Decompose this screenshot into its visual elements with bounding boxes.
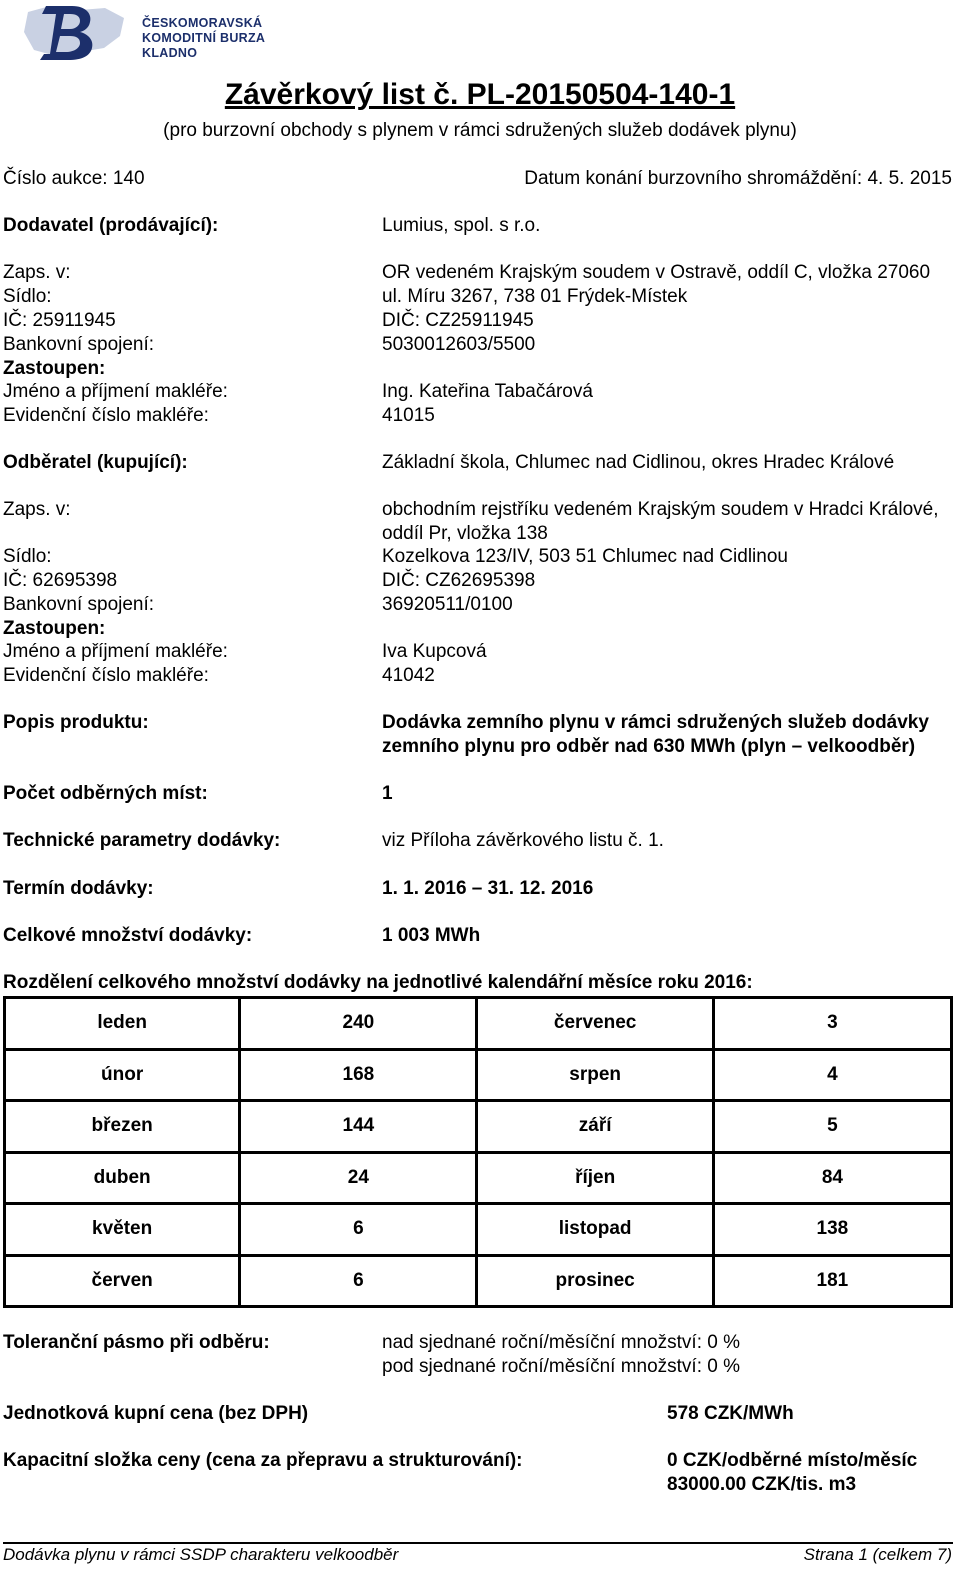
distribution-heading: Rozdělení celkového množství dodávky na jednotlivé kalendářní měsíce roku 2016: xyxy=(3,972,753,993)
table-row xyxy=(5,1101,952,1153)
points-value: 1 xyxy=(382,783,393,804)
month-name-cell: leden xyxy=(5,998,240,1050)
footer-divider xyxy=(3,1542,953,1544)
month-name-cell: červenec xyxy=(477,998,713,1050)
buyer-heading: Odběratel (kupující): xyxy=(3,452,188,473)
buyer-broker-label: Jméno a příjmení makléře: xyxy=(3,641,228,662)
footer-page-number: Strana 1 (celkem 7) xyxy=(803,1545,952,1564)
seller-bank-label: Bankovní spojení: xyxy=(3,334,155,355)
buyer-bank-value: 36920511/0100 xyxy=(382,594,513,615)
seller-name: Lumius, spol. s r.o. xyxy=(382,215,541,236)
unit-price-label: Jednotková kupní cena (bez DPH) xyxy=(3,1403,309,1424)
product-value-1: Dodávka zemního plynu v rámci sdružených služeb dodávky xyxy=(382,712,929,733)
tolerance-value-2: pod sjednané roční/měsíční množství: 0 % xyxy=(382,1356,741,1377)
buyer-broker-no-label: Evidenční číslo makléře: xyxy=(3,665,209,686)
month-quantity-cell: 3 xyxy=(713,998,951,1050)
table-row xyxy=(5,1152,952,1204)
month-quantity-cell: 24 xyxy=(240,1152,477,1204)
month-name-cell: srpen xyxy=(477,1049,713,1101)
month-quantity-cell: 138 xyxy=(713,1204,951,1256)
seller-broker-value: Ing. Kateřina Tabačárová xyxy=(382,381,593,402)
month-quantity-cell: 84 xyxy=(713,1152,951,1204)
seller-reg-value: OR vedeném Krajským soudem v Ostravě, oddíl C, vložka 27060 xyxy=(382,262,931,283)
term-value: 1. 1. 2016 – 31. 12. 2016 xyxy=(382,878,594,899)
month-quantity-cell: 168 xyxy=(240,1049,477,1101)
logo-line-1: ČESKOMORAVSKÁ xyxy=(142,16,263,30)
seller-broker-no-value: 41015 xyxy=(382,405,435,426)
table-row xyxy=(5,998,952,1050)
month-quantity-cell: 240 xyxy=(240,998,477,1050)
document-subtitle: (pro burzovní obchody s plynem v rámci sdružených služeb dodávek plynu) xyxy=(163,120,797,141)
capacity-price-value-1: 0 CZK/odběrné místo/měsíc xyxy=(667,1450,918,1471)
buyer-reg-label: Zaps. v: xyxy=(3,499,71,520)
table-row xyxy=(5,1255,952,1307)
month-name-cell: květen xyxy=(5,1204,240,1256)
table-row xyxy=(5,1049,952,1101)
quantity-label: Celkové množství dodávky: xyxy=(3,925,253,946)
month-name-cell: březen xyxy=(5,1101,240,1153)
seller-heading: Dodavatel (prodávající): xyxy=(3,215,219,236)
buyer-dic: DIČ: CZ62695398 xyxy=(382,570,536,591)
tolerance-value-1: nad sjednané roční/měsíční množství: 0 % xyxy=(382,1332,741,1353)
buyer-ic: IČ: 62695398 xyxy=(3,570,118,591)
product-value-2: zemního plynu pro odběr nad 630 MWh (plyn – velkoodběr) xyxy=(382,736,916,757)
term-label: Termín dodávky: xyxy=(3,878,154,899)
logo-line-2: KOMODITNÍ BURZA KLADNO xyxy=(142,31,265,60)
buyer-name: Základní škola, Chlumec nad Cidlinou, okres Hradec Králové xyxy=(382,452,895,473)
logo xyxy=(20,2,320,60)
footer-left: Dodávka plynu v rámci SSDP charakteru velkoodběr xyxy=(3,1545,399,1564)
month-name-cell: prosinec xyxy=(477,1255,713,1307)
buyer-bank-label: Bankovní spojení: xyxy=(3,594,155,615)
product-label: Popis produktu: xyxy=(3,712,149,733)
unit-price-value: 578 CZK/MWh xyxy=(667,1403,794,1424)
buyer-broker-no-value: 41042 xyxy=(382,665,435,686)
buyer-seat-label: Sídlo: xyxy=(3,546,52,567)
capacity-price-label: Kapacitní složka ceny (cena za přepravu a strukturování): xyxy=(3,1450,523,1471)
tech-value: viz Příloha závěrkového listu č. 1. xyxy=(382,830,664,851)
month-quantity-cell: 181 xyxy=(713,1255,951,1307)
buyer-reg-value-1: obchodním rejstříku vedeném Krajským soudem v Hradci Králové, xyxy=(382,499,939,520)
month-name-cell: červen xyxy=(5,1255,240,1307)
buyer-seat-value: Kozelkova 123/IV, 503 51 Chlumec nad Cidlinou xyxy=(382,546,788,567)
seller-broker-no-label: Evidenční číslo makléře: xyxy=(3,405,209,426)
seller-bank-value: 5030012603/5500 xyxy=(382,334,536,355)
tech-label: Technické parametry dodávky: xyxy=(3,830,281,851)
buyer-represented: Zastoupen: xyxy=(3,618,106,639)
document-title: Závěrkový list č. PL-20150504-140-1 xyxy=(224,78,736,111)
monthly-distribution-table xyxy=(3,996,953,1308)
seller-ic: IČ: 25911945 xyxy=(3,310,116,331)
capacity-price-value-2: 83000.00 CZK/tis. m3 xyxy=(667,1474,857,1495)
auction-date: Datum konání burzovního shromáždění: 4. 5. 2015 xyxy=(524,168,952,189)
month-quantity-cell: 144 xyxy=(240,1101,477,1153)
month-name-cell: duben xyxy=(5,1152,240,1204)
month-name-cell: listopad xyxy=(477,1204,713,1256)
seller-seat-value: ul. Míru 3267, 738 01 Frýdek-Místek xyxy=(382,286,688,307)
seller-seat-label: Sídlo: xyxy=(3,286,52,307)
buyer-broker-value: Iva Kupcová xyxy=(382,641,487,662)
logo-text xyxy=(142,16,320,61)
seller-broker-label: Jméno a příjmení makléře: xyxy=(3,381,228,402)
month-name-cell: říjen xyxy=(477,1152,713,1204)
month-name-cell: únor xyxy=(5,1049,240,1101)
month-quantity-cell: 6 xyxy=(240,1204,477,1256)
table-row xyxy=(5,1204,952,1256)
auction-number: Číslo aukce: 140 xyxy=(3,168,145,189)
seller-represented: Zastoupen: xyxy=(3,358,106,379)
points-label: Počet odběrných míst: xyxy=(3,783,208,804)
month-name-cell: září xyxy=(477,1101,713,1153)
burza-logo-icon xyxy=(20,2,130,60)
month-quantity-cell: 4 xyxy=(713,1049,951,1101)
month-quantity-cell: 6 xyxy=(240,1255,477,1307)
seller-reg-label: Zaps. v: xyxy=(3,262,71,283)
quantity-value: 1 003 MWh xyxy=(382,925,481,946)
tolerance-label: Toleranční pásmo při odběru: xyxy=(3,1332,270,1353)
seller-dic: DIČ: CZ25911945 xyxy=(382,310,534,331)
buyer-reg-value-2: oddíl Pr, vložka 138 xyxy=(382,523,548,544)
month-quantity-cell: 5 xyxy=(713,1101,951,1153)
